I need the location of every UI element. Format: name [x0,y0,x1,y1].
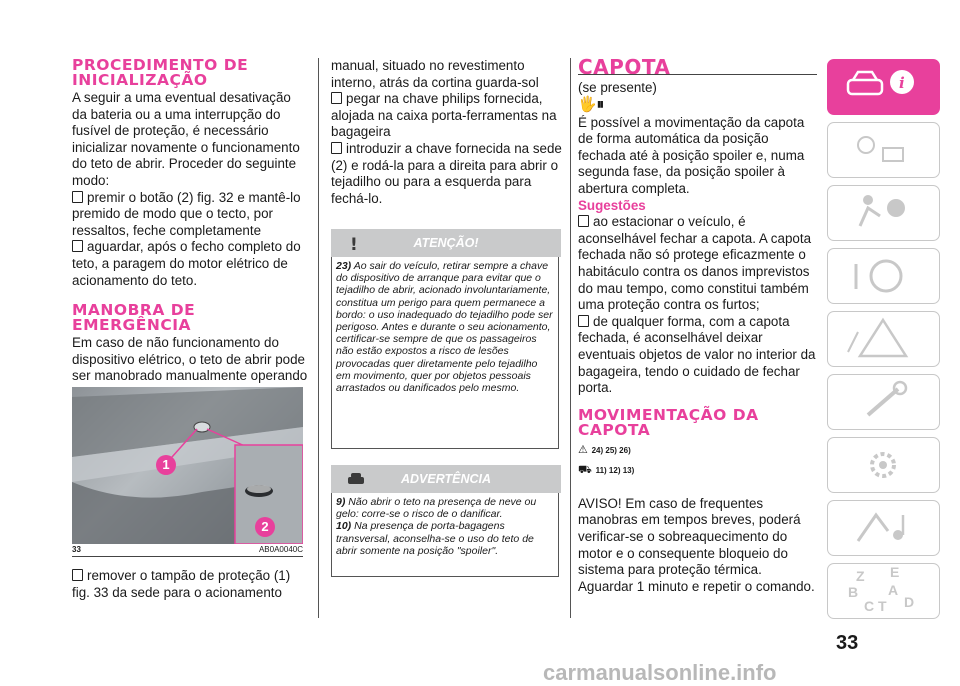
list-item: de qualquer forma, com a capota fechada, é aconselhável deixar eventuais objetos de valor no interior da bagageira, tendo o cuidado de fechar porta. [578,313,816,396]
heading-emergencia: MANOBRA DE EMERGÊNCIA [72,301,196,335]
paragraph-aviso: AVISO! Em caso de frequentes manobras em tempos breves, poderá verificar-se o sobreaquecimento do motor e o consequente bloqueio do sistema para proteção térmica. Aguardar 1 minuto e repetir o comando. [578,495,815,594]
paragraph-capota: É possível a movimentação da capota de forma automática da posição fechada até à posição spoiler e, numa segunda fase, da posição spoiler à abertura completa. [578,114,805,196]
checkbox-bullet-icon [331,142,342,154]
checkbox-bullet-icon [331,92,342,104]
list-item: pegar na chave philips fornecida, alojada na caixa porta-ferramentas na bagageira [331,91,557,140]
column-2 [331,58,563,207]
car-info-icon [828,60,938,113]
index-letters-icon: Z E B A C T D [848,564,915,614]
callout-2: 2 [255,517,275,537]
page-number: 33 [836,632,859,654]
watermark: carmanualsonline.info [543,660,777,685]
tab-warning-lights[interactable] [827,122,940,178]
advertencia-refs: ⛟ 11) 12) 13) [578,464,635,477]
checkbox-bullet-icon [72,191,83,203]
heading-movimentacao: MOVIMENTAÇÃO DA CAPOTA [578,405,759,439]
list-item: premir o botão (2) fig. 32 e mantê-lo premido de modo que o tecto, por ressaltos, feche completamente [72,189,301,238]
warning-number: 23) [336,260,352,272]
tab-wrench[interactable] [827,374,940,430]
svg-text:!: ! [350,235,358,255]
presence-note: (se presente) [578,80,657,95]
column-divider [570,58,571,618]
figure-number: 33 [72,545,81,554]
convertible-icon: 🖐⏸ [578,95,605,113]
paragraph-inicializacao: A seguir a uma eventual desativação da bateria ou a uma interrupção do fusível de proteção, é necessário inicializar novamente o funcionamento do teto de abrir. Proceder do seguinte modo: [72,90,300,188]
tab-index[interactable] [827,563,940,619]
road-warning-icon [828,312,938,365]
car-ref-icon: ⛟ [578,464,592,477]
list-item: ao estacionar o veículo, é aconselhável fechar a capota. A capota fechada não só protege eficazmente o habitáculo contra os danos imprevistos do mau tempo, como constitui também uma proteção contra os furtos; [578,214,812,313]
checkbox-bullet-icon [578,315,589,327]
wrench-icon [828,375,938,428]
list-item: introduzir a chave fornecida na sede (2) e rodá-la para a direita para abrir o tejadilho ou para a esquerda para fechá-lo. [331,140,562,206]
suggestions-title: Sugestões [578,197,646,213]
advertencia-item: 9) Não abrir o teto na presença de neve ou gelo: corre-se o risco de o danificar. [336,496,537,521]
figure-caption [72,545,303,554]
column-1 [72,58,308,402]
column-3-body [578,80,818,595]
callout-1: 1 [156,455,176,475]
warning-refs: ⚠ 24) 25) 26) [578,443,631,456]
checkbox-bullet-icon [72,569,83,581]
tab-steering-wheel[interactable] [827,248,940,304]
checkbox-bullet-icon [578,215,589,227]
warning-text: Ao sair do veículo, retirar sempre a chave do dispositivo de arranque para evitar que o tejadilho de abrir, acionado involuntariamente, constitua um perigo para quem permanece a bordo: o uso inadequado do tejadilho pode ser perigoso. Antes e durante o seu acionamento, certificar-se sempre de que os passageiros não estão expostos a risco de lesões provocadas quer diretamente pelo tejadilho em movimento, quer por objetos pessoais arrastados ou danificados pelo mesmo. [336,260,553,395]
paragraph-emergencia: Em caso de não funcionamento do dispositivo elétrico, o teto de abrir pode ser manobrado manualmente operando [72,335,308,384]
advertencia-body [331,493,559,577]
figure-33-photo [72,387,303,544]
warning-title: ATENÇÃO! [413,236,479,250]
list-item: remover o tampão de proteção (1) fig. 33 da sede para o acionamento [72,568,291,600]
advertencia-title: ADVERTÊNCIA [400,472,492,486]
column-divider [318,58,319,618]
airbag-icon [828,186,938,239]
warning-header [331,229,561,257]
list-item: aguardar, após o fecho completo do teto, a paragem do motor elétrico de acionamento do teto. [72,239,301,288]
tab-airbag[interactable] [827,185,940,241]
svg-text:i: i [899,74,905,92]
advertencia-item: 10) Na presença de porta-bagagens transversal, aconselha-se o uso do teto de abrir somente na posição "spoiler". [336,520,534,557]
audio-music-icon [828,501,938,554]
tab-settings[interactable] [827,437,940,493]
tab-audio[interactable] [827,500,940,556]
advertencia-header [331,465,561,493]
heading-underline [578,74,817,75]
warning-lights-icon [828,123,938,176]
steering-wheel-icon [828,249,938,302]
figure-divider [72,556,303,557]
tab-road-warning[interactable] [827,311,940,367]
warning-ref-icon: ⚠ [578,443,588,456]
heading-capota: CAPOTA [578,55,671,79]
figure-code: AB0A0040C [258,545,303,554]
column-1-bottom [72,568,308,601]
settings-gear-icon [828,438,938,491]
tab-car-info[interactable] [827,59,940,115]
heading-inicializacao: PROCEDIMENTO DE INICIALIZAÇÃO [72,56,249,89]
warning-body [331,257,559,449]
checkbox-bullet-icon [72,240,83,252]
paragraph-manual: manual, situado no revestimento interno, atrás da cortina guarda-sol [331,58,539,90]
